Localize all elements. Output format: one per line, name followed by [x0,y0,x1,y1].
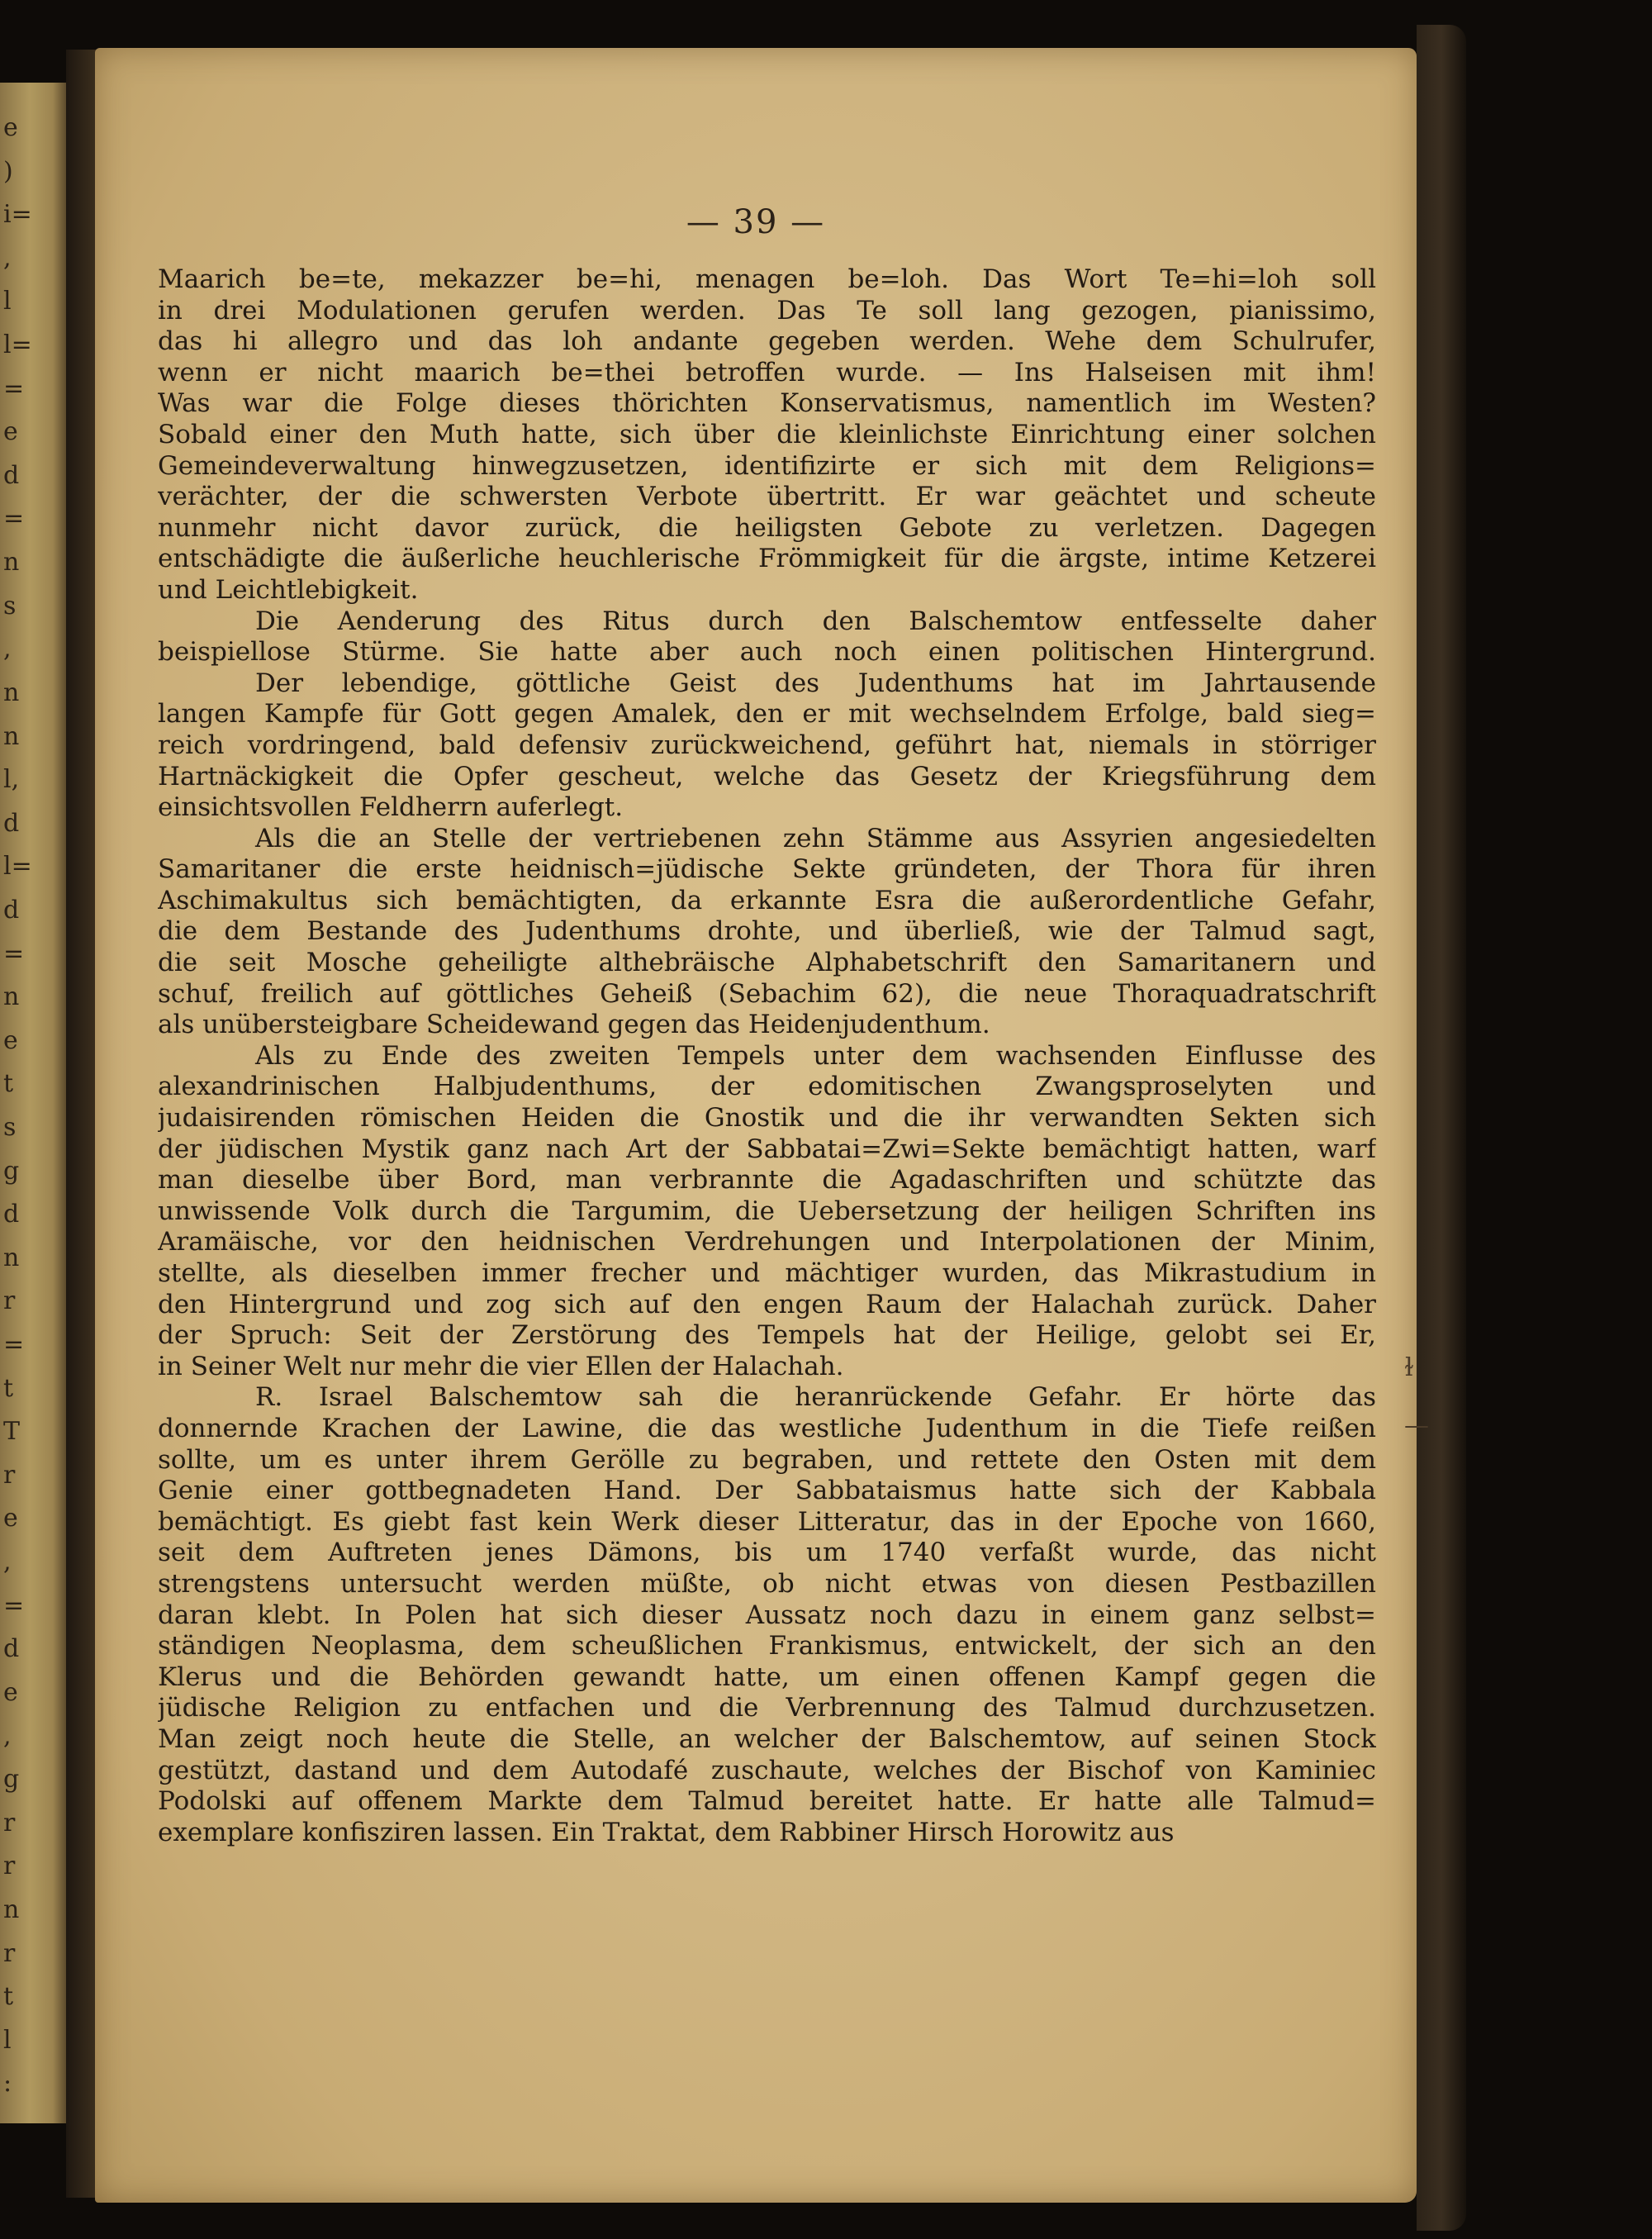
prev-page-fragment: , [3,1547,12,1577]
text-line: Als die an Stelle der vertriebenen zehn Stämme aus Assyrien angesiedelten [255,823,1376,853]
text-line: Man zeigt noch heute die Stelle, an welcher der Balschemtow, auf seinen Stock [158,1723,1376,1754]
text-line: man dieselbe über Bord, man verbrannte die Agadaschriften und schützte das [158,1165,1376,1196]
text-line: Was war die Folge dieses thörichten Konservatismus, namentlich im Westen? [158,388,1376,419]
prev-page-fragment: s [3,1113,17,1142]
text-line: verächter, der die schwersten Verbote übertritt. Er war geächtet und scheute [158,482,1376,512]
text-line: in drei Modulationen gerufen werden. Das Te soll lang gezogen, pianissimo, [158,295,1376,326]
prev-page-fragment: = [3,373,25,403]
text-line: Hartnäckigkeit die Opfer gescheut, welche das Gesetz der Kriegsführung dem [158,761,1376,791]
prev-page-fragment: e [3,1025,18,1055]
text-line: Die Aenderung des Ritus durch den Balschemtow entfesselte daher [255,606,1376,636]
text-line: den Hintergrund und zog sich auf den engen Raum der Halachah zurück. Daher [158,1289,1376,1319]
text-line: Als zu Ende des zweiten Tempels unter dem wachsenden Einflusse des [255,1040,1376,1071]
text-line: seit dem Auftreten jenes Dämons, bis um 1740 verfaßt wurde, das nicht [158,1538,1376,1568]
prev-page-fragment: g [3,1156,20,1186]
prev-page-fragment: t [3,1982,14,2012]
prev-page-fragment: e [3,417,18,447]
prev-page-fragment: n [3,677,20,707]
text-line: einsichtsvollen Feldherrn auferlegt. [158,792,624,823]
text-line: stellte, als dieselben immer frecher und mächtiger wurden, das Mikrastudium in [158,1258,1376,1288]
prev-page-fragment: = [3,939,25,968]
page-number: — 39 — [686,203,826,241]
margin-mark: ɫ [1404,1353,1414,1382]
text-line: die seit Mosche geheiligte althebräische Alphabetschrift den Samaritanern und [158,948,1376,978]
text-line: sollte, um es unter ihrem Gerölle zu begraben, und rettete den Osten mit dem [158,1444,1376,1475]
text-line: entschädigte die äußerliche heuchlerische Frömmigkeit für die ärgste, intime Ketzerei [158,544,1376,574]
prev-page-fragment: l= [3,852,32,882]
prev-page-fragment: t [3,1069,14,1099]
book-cover-edge [1417,25,1466,2231]
prev-page-fragment: e [3,1504,18,1533]
text-line: R. Israel Balschemtow sah die heranrückende Gefahr. Er hörte das [255,1382,1376,1413]
text-line: als unübersteigbare Scheidewand gegen das Heidenjudenthum. [158,1010,990,1040]
prev-page-fragment: d [3,808,20,838]
prev-page-fragment: : [3,2069,12,2099]
text-line: nunmehr nicht davor zurück, die heiligsten Gebote zu verletzen. Dagegen [158,512,1376,543]
text-line: exemplare konfisziren lassen. Ein Traktat, dem Rabbiner Hirsch Horowitz aus [158,1817,1175,1847]
prev-page-fragment: n [3,1243,20,1272]
text-line: donnernde Krachen der Lawine, die das westliche Judenthum in die Tiefe reißen [158,1413,1376,1443]
text-line: die dem Bestande des Judenthums drohte, und überließ, wie der Talmud sagt, [158,916,1376,947]
text-line: daran klebt. In Polen hat sich dieser Aussatz noch dazu in einem ganz selbst= [158,1600,1376,1630]
prev-page-fragment: l= [3,330,32,360]
text-line: Podolski auf offenem Markte dem Talmud bereitet hatte. Er hatte alle Talmud= [158,1786,1376,1817]
text-line: Aramäische, vor den heidnischen Verdrehungen und Interpolationen der Minim, [158,1227,1376,1257]
text-line: wenn er nicht maarich be=thei betroffen wurde. — Ins Halseisen mit ihm! [158,357,1376,387]
text-line: langen Kampfe für Gott gegen Amalek, den er mit wechselndem Erfolge, bald sieg= [158,699,1376,730]
prev-page-fragment: d [3,895,20,925]
text-line: Aschimakultus sich bemächtigten, da erkannte Esra die außerordentliche Gefahr, [158,885,1376,915]
prev-page-fragment: T [3,1417,21,1447]
prev-page-fragment: l, [3,765,20,795]
text-line: Maarich be=te, mekazzer be=hi, menagen be=loh. Das Wort Te=hi=loh soll [158,264,1376,294]
text-line: Gemeindeverwaltung hinwegzusetzen, identifizirte er sich mit dem Religions= [158,450,1376,481]
prev-page-fragment: n [3,1894,20,1924]
text-line: Sobald einer den Muth hatte, sich über die kleinlichste Einrichtung einer solchen [158,419,1376,449]
prev-page-fragment: = [3,504,25,534]
prev-page-fragment: s [3,591,17,620]
body-text [158,264,1376,1848]
prev-page-fragment: ) [3,156,13,186]
text-line: in Seiner Welt nur mehr die vier Ellen der Halachah. [158,1351,844,1381]
text-line: jüdische Religion zu entfachen und die Verbrennung des Talmud durchzusetzen. [158,1693,1376,1723]
prev-page-fragment: = [3,1590,25,1620]
previous-page-edge [0,83,66,2123]
text-line: Klerus und die Behörden gewandt hatte, um einen offenen Kampf gegen die [158,1661,1376,1692]
text-line: Samaritaner die erste heidnisch=jüdische Sekte gründeten, der Thora für ihren [158,854,1376,885]
text-line: der jüdischen Mystik ganz nach Art der Sabbatai=Zwi=Sekte bemächtigt hatten, warf [158,1134,1376,1164]
prev-page-fragment: r [3,1852,16,1881]
prev-page-fragment: n [3,721,20,751]
prev-page-fragment: l [3,287,12,316]
prev-page-fragment: n [3,982,20,1012]
text-line: ständigen Neoplasma, dem scheußlichen Frankismus, entwickelt, der sich an den [158,1631,1376,1661]
prev-page-fragment: = [3,1330,25,1360]
prev-page-fragment: r [3,1286,16,1316]
prev-page-fragment: , [3,635,12,664]
prev-page-fragment: r [3,1460,16,1490]
prev-page-fragment: g [3,1765,20,1795]
prev-page-fragment: t [3,1373,14,1403]
prev-page-fragment: r [3,1808,16,1837]
text-line: das hi allegro und das loh andante gegeben werden. Wehe dem Schulrufer, [158,326,1376,357]
prev-page-fragment: , [3,1721,12,1751]
prev-page-fragment: d [3,1200,20,1229]
text-line: unwissende Volk durch die Targumim, die Uebersetzung der heiligen Schriften ins [158,1196,1376,1226]
text-line: schuf, freilich auf göttliches Geheiß (Sebachim 62), die neue Thoraquadratschrift [158,978,1376,1009]
prev-page-fragment: d [3,460,20,490]
text-line: beispiellose Stürme. Sie hatte aber auch noch einen politischen Hintergrund. [158,637,1376,668]
prev-page-fragment: n [3,548,20,578]
prev-page-fragment: i= [3,200,32,230]
text-line: Genie einer gottbegnadeten Hand. Der Sabbataismus hatte sich der Kabbala [158,1476,1376,1506]
text-line: gestützt, dastand und dem Autodafé zuschaute, welches der Bischof von Kaminiec [158,1755,1376,1785]
prev-page-fragment: , [3,243,12,273]
prev-page-fragment: e [3,113,18,142]
text-line: judaisirenden römischen Heiden die Gnostik und die ihr verwandten Sekten sich [158,1103,1376,1134]
text-line: reich vordringend, bald defensiv zurückweichend, geführt hat, niemals in störriger [158,730,1376,760]
prev-page-fragment: l [3,2025,12,2055]
book-page [95,48,1429,2203]
text-line: alexandrinischen Halbjudenthums, der edomitischen Zwangsproselyten und [158,1072,1376,1102]
text-line: der Spruch: Seit der Zerstörung des Tempels hat der Heilige, gelobt sei Er, [158,1320,1376,1351]
text-line: strengstens untersucht werden müßte, ob nicht etwas von diesen Pestbazillen [158,1568,1376,1599]
margin-mark: — [1404,1411,1429,1440]
text-line: Der lebendige, göttliche Geist des Judenthums hat im Jahrtausende [255,668,1376,698]
prev-page-fragment: e [3,1677,18,1707]
prev-page-fragment: d [3,1634,20,1664]
text-line: und Leichtlebigkeit. [158,574,419,605]
prev-page-fragment: r [3,1938,16,1968]
text-line: bemächtigt. Es giebt fast kein Werk dieser Litteratur, das in der Epoche von 1660, [158,1506,1376,1537]
